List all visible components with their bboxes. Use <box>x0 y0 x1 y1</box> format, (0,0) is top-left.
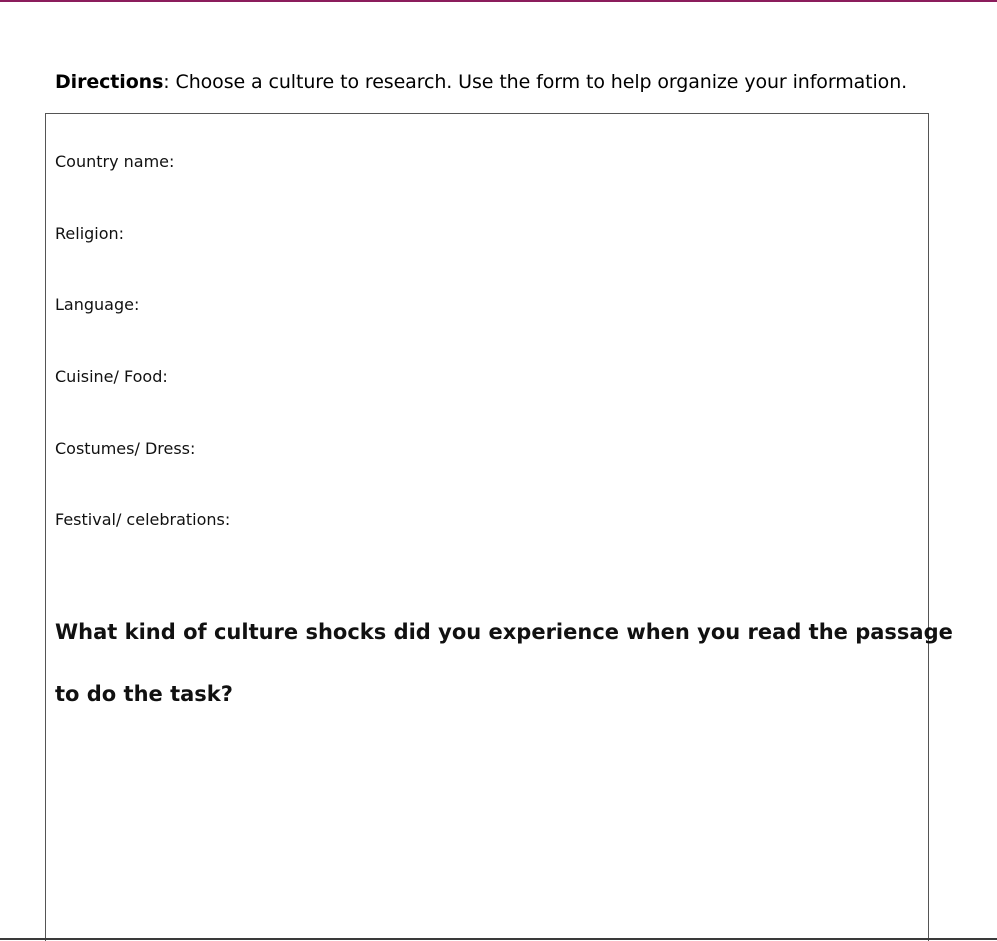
bottom-rule <box>0 938 997 940</box>
field-religion: Religion: <box>55 224 125 243</box>
field-costumes-dress: Costumes/ Dress: <box>55 439 196 458</box>
directions-text <box>55 71 907 93</box>
question-line-1: What kind of culture shocks did you experience when you read the passage <box>55 620 953 644</box>
directions-body: : Choose a culture to research. Use the form to help organize your information. <box>163 71 908 93</box>
field-cuisine-food: Cuisine/ Food: <box>55 367 168 386</box>
field-country-name: Country name: <box>55 152 175 171</box>
field-language: Language: <box>55 295 140 314</box>
directions-label: Directions <box>55 71 164 93</box>
field-festival-celebrations: Festival/ celebrations: <box>55 510 231 529</box>
top-rule <box>0 0 997 2</box>
question-line-2: to do the task? <box>55 682 233 706</box>
